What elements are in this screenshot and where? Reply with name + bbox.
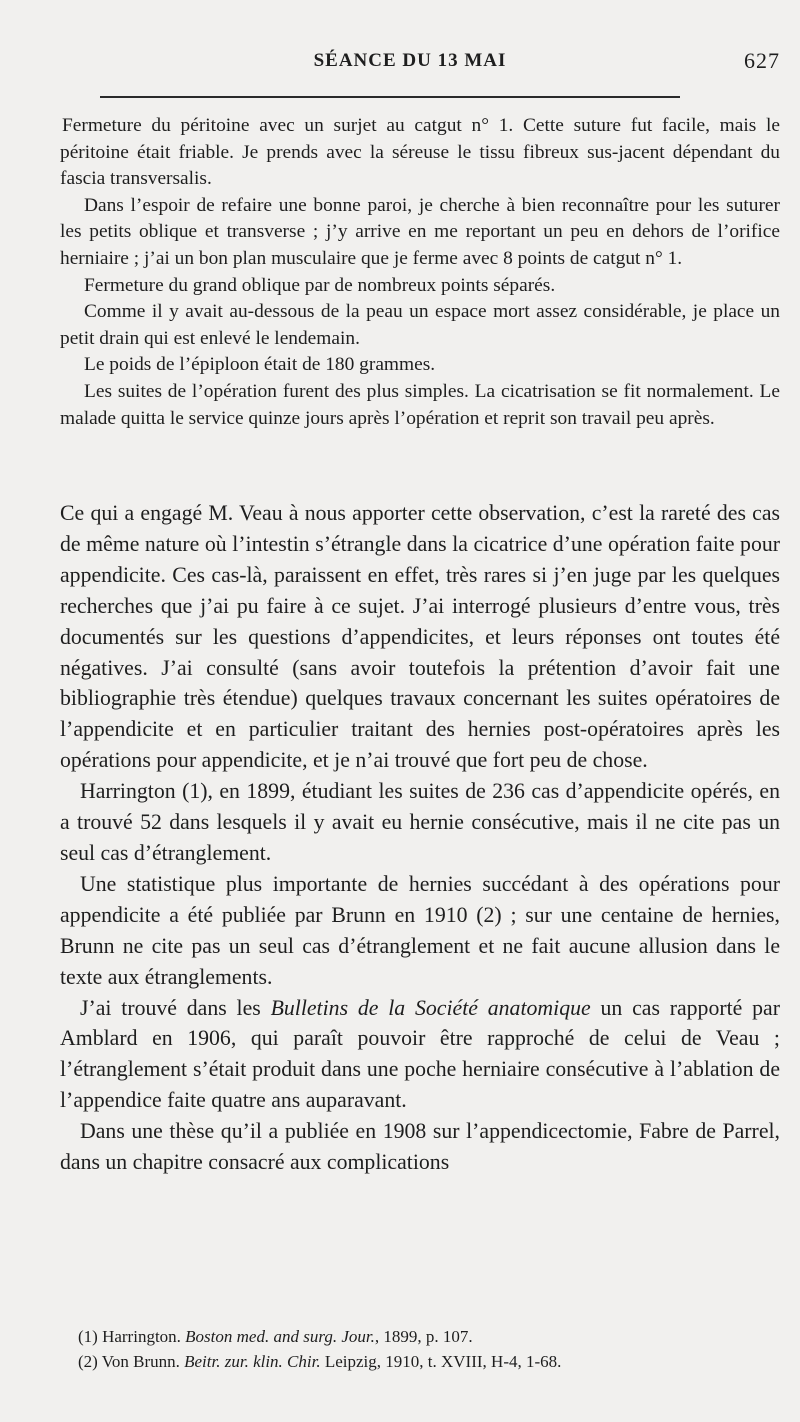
case-report-text — [60, 113, 780, 432]
footnote-2 — [60, 1349, 780, 1374]
footnote-author: (1) Harrington. — [78, 1327, 186, 1346]
commentary-paragraph: Une statistique plus importante de hernies succédant à des opérations pour appendicite a été publiée par Brunn en 1910 (2) ; sur une centaine de hernies, Brunn ne cite pas un seul cas d’étranglement et ne fait aucune allusion dans le texte aux étranglements. — [60, 871, 780, 989]
page-number: 627 — [744, 48, 780, 73]
footnote-1 — [60, 1324, 780, 1349]
report-paragraph: Le poids de l’épiploon était de 180 grammes. — [84, 354, 436, 376]
footnote-details: Leipzig, 1910, t. XVIII, H-4, 1-68. — [320, 1352, 562, 1371]
running-head — [60, 46, 780, 80]
report-paragraph: Fermeture du péritoine avec un surjet au catgut n° 1. Cette suture fut facile, mais le péritoine était friable. Je prends avec la séreuse le tissu fibreux sus-jacent dépendant du fascia transversalis. — [60, 115, 780, 190]
journal-title: Bulletins de la Société anatomique — [270, 995, 591, 1020]
commentary-paragraph — [60, 993, 780, 1117]
commentary-paragraph: Harrington (1), en 1899, étudiant les suites de 236 cas d’appendicite opérés, en a trouvé 52 dans lesquels il y avait eu hernie consécutive, mais il ne cite pas un seul cas d’étranglement. — [60, 779, 780, 865]
footnote-details: , 1899, p. 107. — [374, 1327, 473, 1346]
footnote-journal: Beitr. zur. klin. Chir. — [184, 1352, 321, 1371]
footnote-author: (2) Von Brunn. — [78, 1352, 185, 1371]
report-paragraph: Comme il y avait au-dessous de la peau un espace mort assez considérable, je place un petit drain qui est enlevé le lendemain. — [60, 301, 780, 349]
footnotes — [60, 1324, 780, 1374]
report-paragraph: Fermeture du grand oblique par de nombreux points séparés. — [84, 274, 556, 296]
commentary-text — [60, 498, 780, 1178]
text-run: J’ai trouvé dans les — [80, 995, 271, 1020]
commentary-paragraph: Ce qui a engagé M. Veau à nous apporter cette observation, c’est la rareté des cas de même nature où l’intestin s’étrangle dans la cicatrice d’une opération faite pour appendicite. Ces cas-là, paraissent en effet, très rares si j’en juge par les quelques recherches que j’ai pu faire à ce sujet. J’ai interrogé plusieurs d’entre vous, très documentés sur les questions d’appendicites, et leurs réponses ont toutes été négatives. J’ai consulté (sans avoir toutefois la prétention d’avoir fait une bibliographie très étendue) quelques travaux concernant les suites opératoires de l’appendicite et en particulier traitant des hernies post-opératoires après les opérations pour appendicite, et je n’ai trouvé que fort peu de chose. — [60, 501, 780, 773]
header-rule — [100, 96, 680, 98]
page-title: SÉANCE DU 13 MAI — [313, 50, 507, 71]
footnote-journal: Boston med. and surg. Jour. — [185, 1327, 375, 1346]
commentary-paragraph: Dans une thèse qu’il a publiée en 1908 sur l’appendicectomie, Fabre de Parrel, dans un chapitre consacré aux complications — [60, 1119, 780, 1175]
text-run: un cas rapporté par Amblard en 1906, qui paraît pouvoir être rapproché de celui de Veau ; l’étranglement s’était produit dans une poche herniaire consécutive à l’ablation de l’appendice faite quatre ans auparavant. — [60, 995, 780, 1113]
report-paragraph: Les suites de l’opération furent des plus simples. La cicatrisation se fit normalement. Le malade quitta le service quinze jours après l’opération et reprit son travail peu après. — [60, 380, 780, 429]
report-paragraph: Dans l’espoir de refaire une bonne paroi, je cherche à bien reconnaître pour les suturer les petits oblique et transverse ; j’y arrive en me reportant un peu en dehors de l’orifice herniaire ; j’ai un bon plan musculaire que je ferme avec 8 points de catgut n° 1. — [60, 194, 780, 269]
